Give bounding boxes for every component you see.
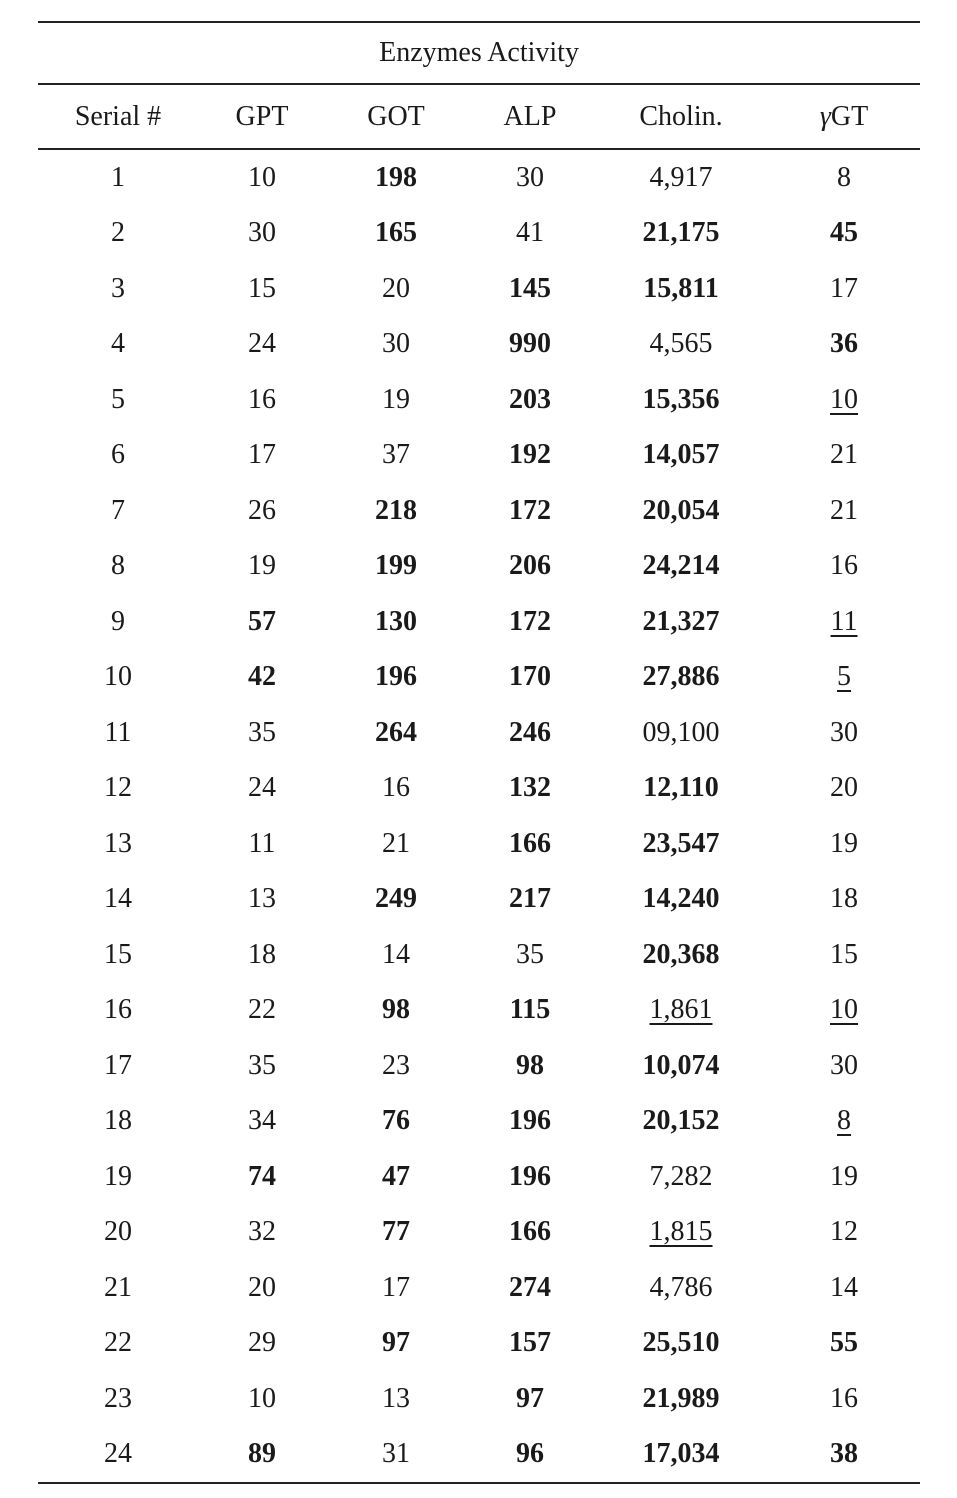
cell-gpt: 10 [248,161,276,193]
cell-serial: 15 [104,938,132,970]
header-got: GOT [326,84,466,149]
cell-cholin: 4,786 [649,1271,713,1303]
cell-gpt: 24 [248,328,276,360]
cell-got: 23 [382,1049,410,1081]
table-row [38,927,920,983]
cell-serial: 21 [104,1271,132,1303]
cell-gpt: 34 [248,1105,276,1137]
cell-ggt: 55 [830,1327,859,1359]
cell-gpt: 74 [248,1160,276,1192]
cell-ggt: 18 [830,883,859,915]
cell-got: 130 [375,605,417,637]
cell-alp: 98 [516,1049,544,1081]
table-row [38,594,920,650]
cell-cholin: 27,886 [642,661,720,693]
cell-cholin: 20,368 [642,938,720,970]
cell-got: 76 [382,1105,410,1137]
enzymes-activity-table [38,21,920,1484]
cell-gpt: 16 [248,383,276,415]
cell-serial: 12 [104,772,132,804]
cell-ggt: 30 [830,1049,859,1081]
cell-got: 13 [382,1382,410,1414]
cell-got: 20 [382,272,410,304]
cell-serial: 9 [111,605,125,637]
cell-got: 31 [326,1427,466,1484]
cell-gpt: 19 [248,550,276,582]
cell-cholin: 4,917 [649,161,713,193]
cell-cholin: 1,815 [649,1216,713,1248]
cell-gpt: 32 [248,1216,276,1248]
table-row [38,1371,920,1427]
cell-got: 47 [382,1160,410,1192]
cell-gpt: 57 [248,605,276,637]
cell-alp: 157 [509,1327,551,1359]
cell-gpt: 35 [248,1049,276,1081]
cell-ggt: 14 [830,1271,859,1303]
cell-cholin: 14,240 [642,883,720,915]
cell-alp: 35 [516,938,544,970]
cell-serial: 16 [104,994,132,1026]
cell-ggt: 21 [830,439,859,471]
table-row [38,1316,920,1372]
table-title: Enzymes Activity [38,22,920,84]
cell-got: 196 [375,661,417,693]
header-serial: Serial # [38,84,198,149]
cell-alp: 274 [509,1271,551,1303]
cell-alp: 96 [466,1427,594,1484]
cell-got: 37 [382,439,410,471]
cell-cholin: 21,989 [642,1382,720,1414]
cell-ggt: 36 [830,328,859,360]
cell-gpt: 35 [248,716,276,748]
cell-cholin: 25,510 [642,1327,720,1359]
cell-alp: 97 [516,1382,544,1414]
table-row [38,1038,920,1094]
cell-alp: 172 [509,494,551,526]
cell-cholin: 7,282 [649,1160,713,1192]
table-row [38,1260,920,1316]
cell-alp: 246 [509,716,551,748]
table-row [38,206,920,262]
enzymes-table-container [38,21,920,1484]
cell-gpt: 13 [248,883,276,915]
cell-serial: 10 [104,661,132,693]
cell-serial: 5 [111,383,125,415]
table-row [38,1427,920,1484]
table-row [38,428,920,484]
cell-serial: 19 [104,1160,132,1192]
cell-gpt: 11 [248,827,276,859]
cell-gpt: 10 [248,1382,276,1414]
table-row [38,983,920,1039]
cell-got: 19 [382,383,410,415]
cell-ggt: 8 [837,1105,852,1137]
cell-alp: 41 [516,217,544,249]
cell-got: 21 [382,827,410,859]
cell-serial: 18 [104,1105,132,1137]
cell-alp: 170 [509,661,551,693]
cell-alp: 206 [509,550,551,582]
cell-alp: 217 [509,883,551,915]
cell-got: 17 [382,1271,410,1303]
cell-gpt: 89 [198,1427,326,1484]
cell-ggt: 12 [830,1216,859,1248]
cell-gpt: 22 [248,994,276,1026]
cell-cholin: 23,547 [642,827,720,859]
cell-serial: 8 [111,550,125,582]
cell-got: 30 [382,328,410,360]
cell-cholin: 15,356 [642,383,720,415]
cell-cholin: 4,565 [649,328,713,360]
cell-alp: 145 [509,272,551,304]
cell-serial: 2 [111,217,125,249]
cell-serial: 23 [104,1382,132,1414]
cell-alp: 203 [509,383,551,415]
cell-gpt: 18 [248,938,276,970]
header-gpt: GPT [198,84,326,149]
cell-alp: 132 [509,772,551,804]
cell-got: 218 [375,494,417,526]
table-row [38,816,920,872]
cell-gpt: 30 [248,217,276,249]
cell-alp: 166 [509,1216,551,1248]
cell-serial: 14 [104,883,132,915]
cell-ggt: 15 [830,938,859,970]
table-row [38,761,920,817]
cell-alp: 196 [509,1105,551,1137]
cell-ggt: 19 [830,1160,859,1192]
cell-alp: 172 [509,605,551,637]
cell-ggt: 16 [830,550,859,582]
cell-serial: 4 [111,328,125,360]
header-ggt: γGT [768,84,920,149]
table-header-row [38,84,920,149]
cell-got: 199 [375,550,417,582]
cell-cholin: 20,152 [642,1105,720,1137]
cell-alp: 990 [509,328,551,360]
cell-ggt: 38 [768,1427,920,1484]
cell-serial: 17 [104,1049,132,1081]
cell-ggt: 30 [830,716,859,748]
table-row [38,317,920,373]
cell-gpt: 29 [248,1327,276,1359]
cell-alp: 30 [516,161,544,193]
table-row [38,1205,920,1261]
cell-gpt: 20 [248,1271,276,1303]
cell-gpt: 15 [248,272,276,304]
cell-cholin: 1,861 [649,994,713,1026]
table-row [38,483,920,539]
cell-serial: 1 [111,161,125,193]
cell-serial: 3 [111,272,125,304]
table-row [38,1149,920,1205]
cell-serial: 6 [111,439,125,471]
table-row [38,149,920,206]
cell-serial: 13 [104,827,132,859]
header-cholin: Cholin. [594,84,768,149]
cell-ggt: 21 [830,494,859,526]
cell-gpt: 26 [248,494,276,526]
cell-got: 14 [382,938,410,970]
table-row [38,539,920,595]
cell-alp: 115 [509,994,551,1026]
cell-alp: 196 [509,1160,551,1192]
cell-ggt: 11 [830,605,858,637]
cell-alp: 192 [509,439,551,471]
cell-cholin: 12,110 [643,772,719,804]
table-row [38,872,920,928]
table-row [38,372,920,428]
cell-got: 97 [382,1327,410,1359]
cell-got: 16 [382,772,410,804]
cell-cholin: 24,214 [642,550,720,582]
cell-ggt: 17 [830,272,859,304]
cell-got: 249 [375,883,417,915]
cell-serial: 24 [38,1427,198,1484]
cell-serial: 7 [111,494,125,526]
cell-gpt: 17 [248,439,276,471]
cell-cholin: 15,811 [643,272,719,304]
cell-cholin: 21,327 [642,605,720,637]
cell-cholin: 21,175 [642,217,720,249]
cell-cholin: 17,034 [594,1427,768,1484]
table-row [38,261,920,317]
cell-cholin: 09,100 [642,716,720,748]
table-row [38,650,920,706]
cell-serial: 11 [104,716,132,748]
cell-ggt: 8 [837,161,852,193]
cell-ggt: 10 [830,994,859,1026]
table-body [38,149,920,1483]
cell-alp: 166 [509,827,551,859]
cell-got: 77 [382,1216,410,1248]
cell-cholin: 20,054 [642,494,720,526]
cell-cholin: 14,057 [642,439,720,471]
cell-ggt: 45 [830,217,859,249]
cell-ggt: 20 [830,772,859,804]
cell-gpt: 42 [248,661,276,693]
table-title-row [38,22,920,84]
cell-cholin: 10,074 [642,1049,720,1081]
cell-serial: 22 [104,1327,132,1359]
table-row [38,1094,920,1150]
cell-ggt: 5 [837,661,852,693]
cell-got: 264 [375,716,417,748]
cell-gpt: 24 [248,772,276,804]
cell-serial: 20 [104,1216,132,1248]
cell-got: 98 [382,994,410,1026]
cell-got: 198 [375,161,417,193]
cell-ggt: 10 [830,383,859,415]
table-row [38,705,920,761]
cell-got: 165 [375,217,417,249]
cell-ggt: 16 [830,1382,859,1414]
header-alp: ALP [466,84,594,149]
cell-ggt: 19 [830,827,859,859]
